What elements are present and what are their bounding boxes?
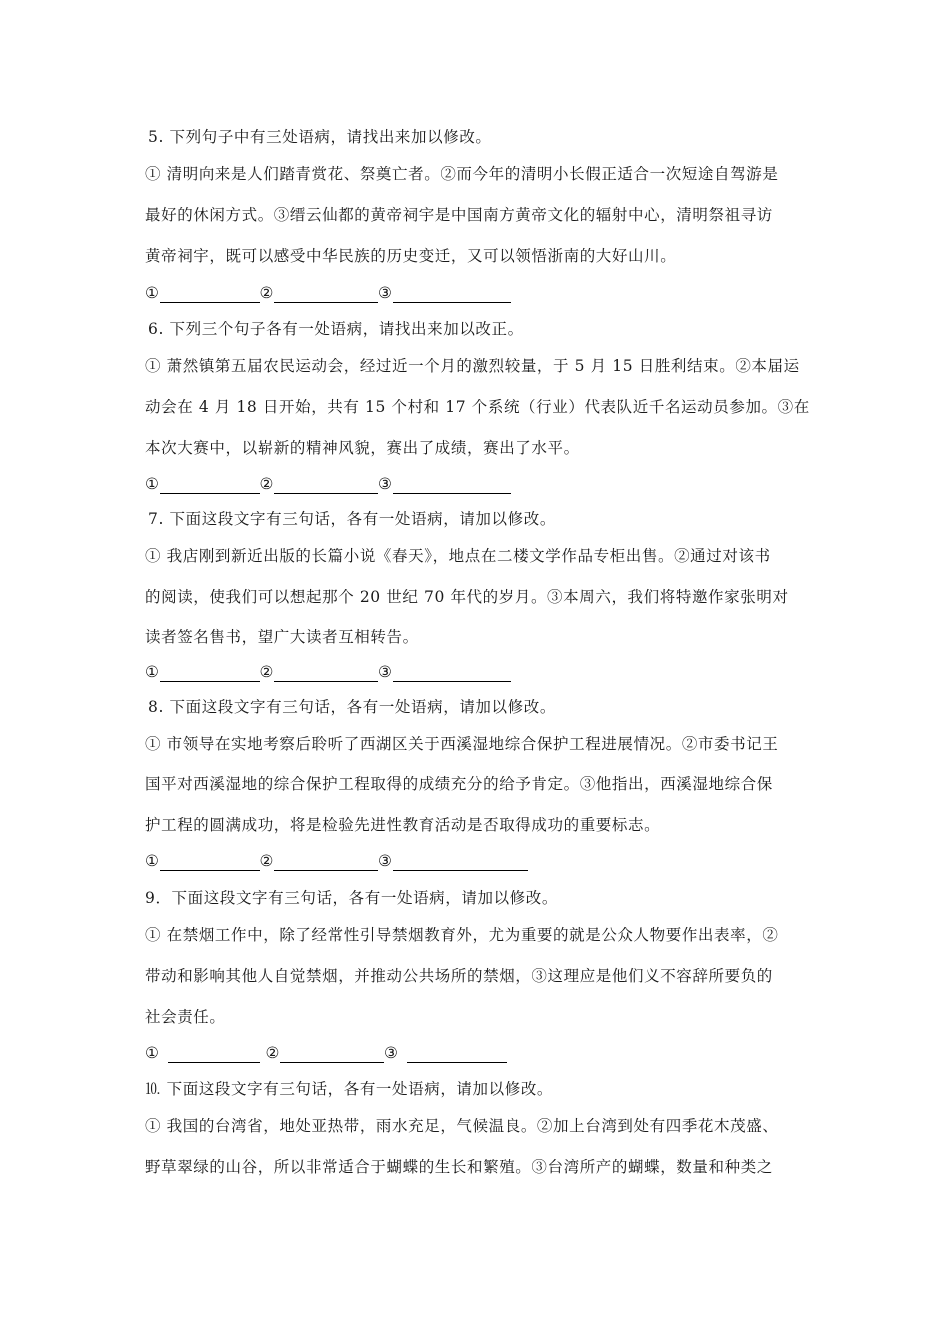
answer-blank-1[interactable] [160,285,260,303]
question-9-title: 9．下面这段文字有三句话，各有一处语病，请加以修改。 [145,889,558,907]
question-8-answer-blanks [145,851,528,871]
question-7-answer-blanks [145,662,511,682]
question-5-line-1: ① 清明向来是人们踏青赏花、祭奠亡者。②而今年的清明小长假正适合一次短途自驾游是 [145,165,779,183]
answer-marker-1: ① [145,663,160,681]
answer-blank-2[interactable] [274,853,378,871]
answer-blank-3[interactable] [393,285,511,303]
question-8-line-3: 护工程的圆满成功，将是检验先进性教育活动是否取得成功的重要标志。 [145,816,661,834]
question-7-line-3: 读者签名售书，望广大读者互相转告。 [145,628,419,646]
answer-blank-1[interactable] [160,476,260,494]
question-9-answer-blanks [145,1043,507,1063]
answer-blank-3[interactable] [393,476,511,494]
question-10-line-2: 野草翠绿的山谷，所以非常适合于蝴蝶的生长和繁殖。③台湾所产的蝴蝶，数量和种类之 [145,1158,773,1176]
answer-marker-1: ① [145,475,160,493]
answer-marker-3: ③ [378,663,393,681]
question-7-line-2: 的阅读，使我们可以想起那个 20 世纪 70 年代的岁月。③本周六，我们将特邀作家张明对 [145,588,789,606]
question-5-line-2: 最好的休闲方式。③缙云仙都的黄帝祠宇是中国南方黄帝文化的辐射中心，清明祭祖寻访 [145,206,773,224]
question-10-title: ⒑ 下面这段文字有三句话，各有一处语病，请加以修改。 [145,1080,554,1098]
question-7-title: 7. 下面这段文字有三句话，各有一处语病，请加以修改。 [148,510,556,528]
answer-marker-1: ① [145,852,160,870]
answer-blank-1[interactable] [168,1045,260,1063]
question-5-title: 5. 下列句子中有三处语病，请找出来加以修改。 [148,128,492,146]
question-6-title: 6. 下列三个句子各有一处语病，请找出来加以改正。 [148,320,524,338]
answer-blank-2[interactable] [274,664,378,682]
answer-blank-2[interactable] [274,285,378,303]
answer-blank-3[interactable] [407,1045,507,1063]
answer-marker-3: ③ [378,475,393,493]
question-6-line-1: ① 萧然镇第五届农民运动会，经过近一个月的激烈较量，于 5 月 15 日胜利结束。②本届运 [145,357,800,375]
answer-marker-2: ② [259,852,274,870]
answer-marker-1: ① [145,284,160,302]
answer-blank-2[interactable] [274,476,378,494]
answer-blank-3[interactable] [393,664,511,682]
answer-marker-1: ① [145,1044,160,1062]
question-9-line-2: 带动和影响其他人自觉禁烟，并推动公共场所的禁烟，③这理应是他们义不容辞所要负的 [145,967,773,985]
answer-blank-1[interactable] [160,664,260,682]
question-5-answer-blanks [145,283,511,303]
answer-blank-3[interactable] [393,853,528,871]
question-8-title: 8. 下面这段文字有三句话，各有一处语病，请加以修改。 [148,698,556,716]
answer-marker-3: ③ [378,852,393,870]
answer-blank-2[interactable] [280,1045,384,1063]
question-5-line-3: 黄帝祠宇，既可以感受中华民族的历史变迁，又可以领悟浙南的大好山川。 [145,247,677,265]
question-8-line-2: 国平对西溪湿地的综合保护工程取得的成绩充分的给予肯定。③他指出，西溪湿地综合保 [145,775,773,793]
answer-blank-1[interactable] [160,853,260,871]
answer-marker-2: ② [259,475,274,493]
answer-marker-2: ② [265,1044,280,1062]
question-7-line-1: ① 我店刚到新近出版的长篇小说《春天》，地点在二楼文学作品专柜出售。②通过对该书 [145,547,771,565]
answer-marker-3: ③ [378,284,393,302]
question-6-answer-blanks [145,474,511,494]
question-8-line-1: ① 市领导在实地考察后聆听了西湖区关于西溪湿地综合保护工程进展情况。②市委书记王 [145,735,779,753]
question-6-line-2: 动会在 4 月 18 日开始，共有 15 个村和 17 个系统（行业）代表队近千名运动员参加。③在 [145,398,810,416]
answer-marker-2: ② [259,663,274,681]
question-6-line-3: 本次大赛中，以崭新的精神风貌，赛出了成绩，赛出了水平。 [145,439,580,457]
answer-marker-2: ② [259,284,274,302]
question-10-line-1: ① 我国的台湾省，地处亚热带，雨水充足，气候温良。②加上台湾到处有四季花木茂盛、 [145,1117,779,1135]
answer-marker-3: ③ [384,1044,399,1062]
question-9-line-1: ① 在禁烟工作中，除了经常性引导禁烟教育外，尤为重要的就是公众人物要作出表率，② [145,926,779,944]
question-9-line-3: 社会责任。 [145,1008,226,1026]
